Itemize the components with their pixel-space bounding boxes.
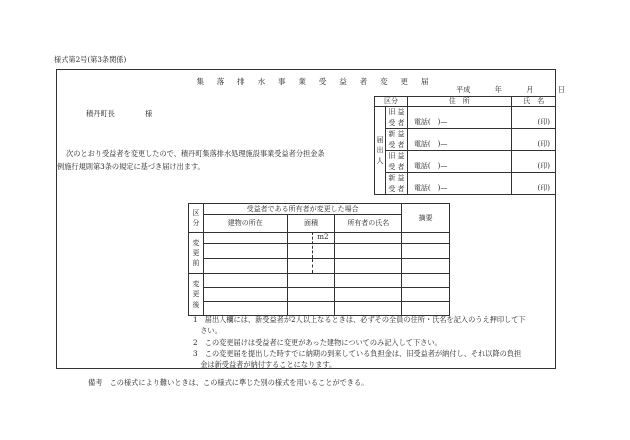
location-cell[interactable] (203, 233, 287, 244)
notifier-address-cell[interactable] (407, 129, 511, 151)
owner-name-cell[interactable] (335, 259, 402, 274)
seal-mark: (印) (537, 184, 550, 192)
notifier-row-label: 旧 益 受 者 (385, 107, 407, 129)
notifier-row-label: 新 益 受 者 (385, 129, 407, 151)
area-cell[interactable] (287, 274, 335, 288)
seal-mark: (印) (537, 162, 550, 170)
note-3-continued: 金は新受益者が納付することになります。 (193, 360, 337, 369)
owner-name-cell[interactable] (335, 302, 402, 316)
notifier-name-cell[interactable] (511, 129, 556, 151)
area-cell[interactable] (287, 259, 335, 274)
summary-header: 摘要 (402, 204, 450, 233)
location-header: 建物の所在 (203, 215, 287, 233)
notifier-address-cell[interactable] (407, 173, 511, 195)
seal-mark: (印) (537, 140, 550, 148)
notifier-header-category: 区分 (375, 97, 408, 107)
summary-cell[interactable] (402, 274, 450, 288)
owner-category-header: 区 分 (189, 204, 204, 233)
summary-cell[interactable] (402, 259, 450, 274)
summary-cell[interactable] (402, 302, 450, 316)
notifier-group-label: 届 出 人 (375, 107, 386, 195)
summary-cell[interactable] (402, 288, 450, 302)
owner-name-header: 所有者の氏名 (335, 215, 402, 233)
telephone-field: 電話( )— (413, 118, 448, 126)
form-title: 集 落 排 水 事 業 受 益 者 変 更 届 (196, 77, 434, 86)
notifier-name-cell[interactable] (511, 173, 556, 195)
date-era: 平成 (456, 85, 471, 94)
body-line-2: 例施行規則第3条の規定に基づき届け出ます。 (57, 162, 205, 171)
location-cell[interactable] (203, 302, 287, 316)
note-1: 1 届出人欄には、新受益者が2人以上なるときは、必ずその全員の住所・氏名を記入のうえ押印して下 (193, 315, 526, 324)
notifier-address-cell[interactable] (407, 107, 511, 129)
area-cell[interactable] (287, 288, 335, 302)
telephone-field: 電話( )— (413, 162, 448, 170)
addressee-honorific: 様 (145, 109, 153, 118)
addressee (86, 110, 152, 117)
date-month: 月 (526, 85, 534, 94)
area-unit: m2 (317, 233, 329, 241)
note-1-continued: さい。 (193, 326, 222, 335)
area-header: 面積 (287, 215, 335, 233)
location-cell[interactable] (203, 259, 287, 274)
notifier-header-name: 氏 名 (511, 97, 556, 107)
owner-name-cell[interactable] (335, 244, 402, 259)
summary-cell[interactable] (402, 233, 450, 244)
date-line (456, 86, 565, 93)
notifier-row-label: 新 益 受 者 (385, 173, 407, 195)
notifier-header-address: 住 所 (407, 97, 511, 107)
telephone-field: 電話( )— (413, 184, 448, 192)
note-3: 3 この変更届を提出した時すでに納期の到来している負担金は、旧受益者が納付し、それ以降の負担 (193, 349, 522, 358)
addressee-name: 積丹町長 (86, 109, 115, 118)
owner-group-header: 受益者である所有者が変更した場合 (203, 204, 401, 215)
area-cell[interactable] (287, 302, 335, 316)
summary-cell[interactable] (402, 244, 450, 259)
after-change-label: 変 更 後 (189, 274, 204, 316)
location-cell[interactable] (203, 274, 287, 288)
remark: 備考 この様式により難いときは、この様式に準じた別の様式を用いることができる。 (88, 378, 369, 387)
date-year: 年 (494, 85, 502, 94)
seal-mark: (印) (537, 118, 550, 126)
owner-name-cell[interactable] (335, 233, 402, 244)
form-number: 様式第2号(第3条関係) (54, 55, 127, 64)
owner-name-cell[interactable] (335, 274, 402, 288)
location-cell[interactable] (203, 288, 287, 302)
owner-change-table (188, 203, 450, 316)
area-cell[interactable] (287, 244, 335, 259)
date-day: 日 (557, 85, 565, 94)
note-2: 2 この変更届けは受益者に変更があった建物についてのみ記入して下さい。 (193, 338, 442, 347)
notifier-name-cell[interactable] (511, 151, 556, 173)
notifier-table (374, 96, 556, 195)
before-change-label: 変 更 前 (189, 233, 204, 274)
location-cell[interactable] (203, 244, 287, 259)
notifier-address-cell[interactable] (407, 151, 511, 173)
notifier-name-cell[interactable] (511, 107, 556, 129)
notifier-row-label: 旧 益 受 者 (385, 151, 407, 173)
telephone-field: 電話( )— (413, 140, 448, 148)
owner-name-cell[interactable] (335, 288, 402, 302)
body-line-1: 次のとおり受益者を変更したので、積丹町集落排水処理施設事業受益者分担金条 (66, 149, 325, 158)
